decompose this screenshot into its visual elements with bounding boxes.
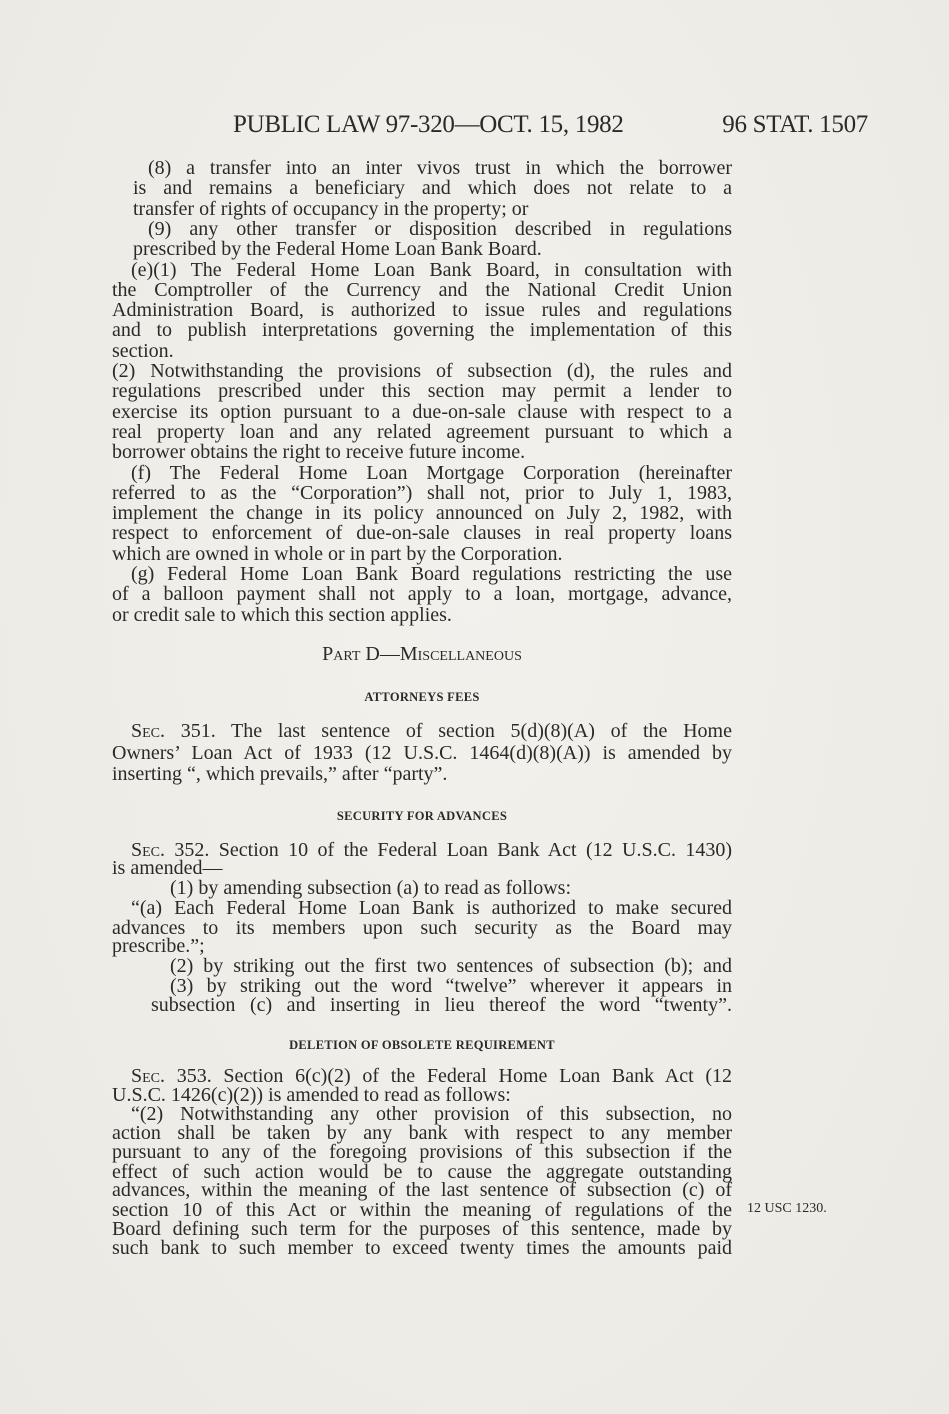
section-heading: SECURITY FOR ADVANCES — [336, 809, 508, 823]
text-line: subsection (c) and inserting in lieu thereof the word “twenty”. — [151, 994, 732, 1016]
text-line: pursuant to any of the foregoing provisions of this subsection if the — [112, 1141, 732, 1163]
text-line: is amended— — [112, 857, 223, 879]
text-line: borrower obtains the right to receive future income. — [112, 441, 526, 463]
section-label: Sec. — [131, 1065, 166, 1087]
section-label: Sec. — [131, 720, 166, 742]
section-label: Sec. — [131, 839, 166, 861]
page-number: 96 STAT. 1507 — [722, 111, 868, 138]
text-line: effect of such action would be to cause the aggregate outstanding — [112, 1161, 732, 1183]
text-line: referred to as the “Corporation”) shall not, prior to July 1, 1983, — [112, 482, 732, 504]
text-line: (9) any other transfer or disposition described in regulations — [148, 218, 732, 240]
text-line: such bank to such member to exceed twenty times the amounts paid — [112, 1237, 732, 1259]
text-line: which are owned in whole or in part by the Corporation. — [112, 543, 563, 565]
text-line: “(2) Notwithstanding any other provision of this subsection, no — [131, 1103, 732, 1125]
running-header-title: PUBLIC LAW 97-320—OCT. 15, 1982 — [233, 111, 624, 138]
text-line: inserting “, which prevails,” after “party”. — [112, 763, 448, 785]
text-line: exercise its option pursuant to a due-on-sale clause with respect to a — [112, 401, 732, 423]
text-line: and to publish interpretations governing the implementation of this — [112, 319, 732, 341]
text-line: (2) Notwithstanding the provisions of subsection (d), the rules and — [112, 360, 732, 382]
text-line: (1) by amending subsection (a) to read as follows: — [170, 877, 572, 899]
text-line: action shall be taken by any bank with respect to any member — [112, 1122, 732, 1144]
text-line: (3) by striking out the word “twelve” wherever it appears in — [170, 975, 732, 997]
text-line: implement the change in its policy announced on July 2, 1982, with — [112, 502, 732, 524]
text-line: section. — [112, 340, 174, 362]
text-line: real property loan and any related agreement pursuant to which a — [112, 421, 732, 443]
text-line: transfer of rights of occupancy in the property; or — [133, 198, 529, 220]
text-line: the Comptroller of the Currency and the National Credit Union — [112, 279, 732, 301]
text-line: (g) Federal Home Loan Bank Board regulations restricting the use — [131, 563, 732, 585]
text-line: Administration Board, is authorized to issue rules and regulations — [112, 299, 732, 321]
text-line: (f) The Federal Home Loan Mortgage Corporation (hereinafter — [131, 462, 732, 484]
text-line: is and remains a beneficiary and which does not relate to a — [133, 177, 732, 199]
text-line: (e)(1) The Federal Home Loan Bank Board, in consultation with — [131, 259, 732, 281]
text-span: 353. Section 6(c)(2) of the Federal Home Loan Bank Act (12 — [165, 1065, 732, 1087]
text-line: prescribed by the Federal Home Loan Bank Board. — [133, 238, 542, 260]
text-line: section 10 of this Act or within the meaning of regulations of the — [112, 1199, 732, 1221]
text-line: regulations prescribed under this section may permit a lender to — [112, 380, 732, 402]
text-line: prescribe.”; — [112, 935, 205, 957]
section-heading: ATTORNEYS FEES — [364, 690, 480, 704]
section-heading: DELETION OF OBSOLETE REQUIREMENT — [289, 1038, 555, 1052]
text-line: or credit sale to which this section applies. — [112, 604, 452, 626]
text-line: (2) by striking out the first two sentences of subsection (b); and — [170, 955, 732, 977]
part-heading: Part D—Miscellaneous — [322, 643, 522, 665]
text-line: respect to enforcement of due-on-sale clauses in real property loans — [112, 522, 732, 544]
text-line: (8) a transfer into an inter vivos trust in which the borrower — [148, 157, 732, 179]
text-line: “(a) Each Federal Home Loan Bank is authorized to make secured — [131, 897, 732, 919]
text-span: 351. The last sentence of section 5(d)(8)(A) of the Home — [165, 720, 732, 742]
text-line: of a balloon payment shall not apply to a loan, mortgage, advance, — [112, 583, 732, 605]
text-span: 352. Section 10 of the Federal Loan Bank Act (12 U.S.C. 1430) — [165, 839, 732, 861]
text-line: Owners’ Loan Act of 1933 (12 U.S.C. 1464(d)(8)(A)) is amended by — [112, 742, 732, 764]
text-line: Board defining such term for the purposes of this sentence, made by — [112, 1218, 732, 1240]
margin-note: 12 USC 1230. — [747, 1201, 827, 1216]
text-line: advances, within the meaning of the last sentence of subsection (c) of — [112, 1179, 732, 1201]
text-line: advances to its members upon such security as the Board may — [112, 917, 732, 939]
text-line — [112, 720, 732, 742]
text-line: U.S.C. 1426(c)(2)) is amended to read as follows: — [112, 1084, 511, 1106]
